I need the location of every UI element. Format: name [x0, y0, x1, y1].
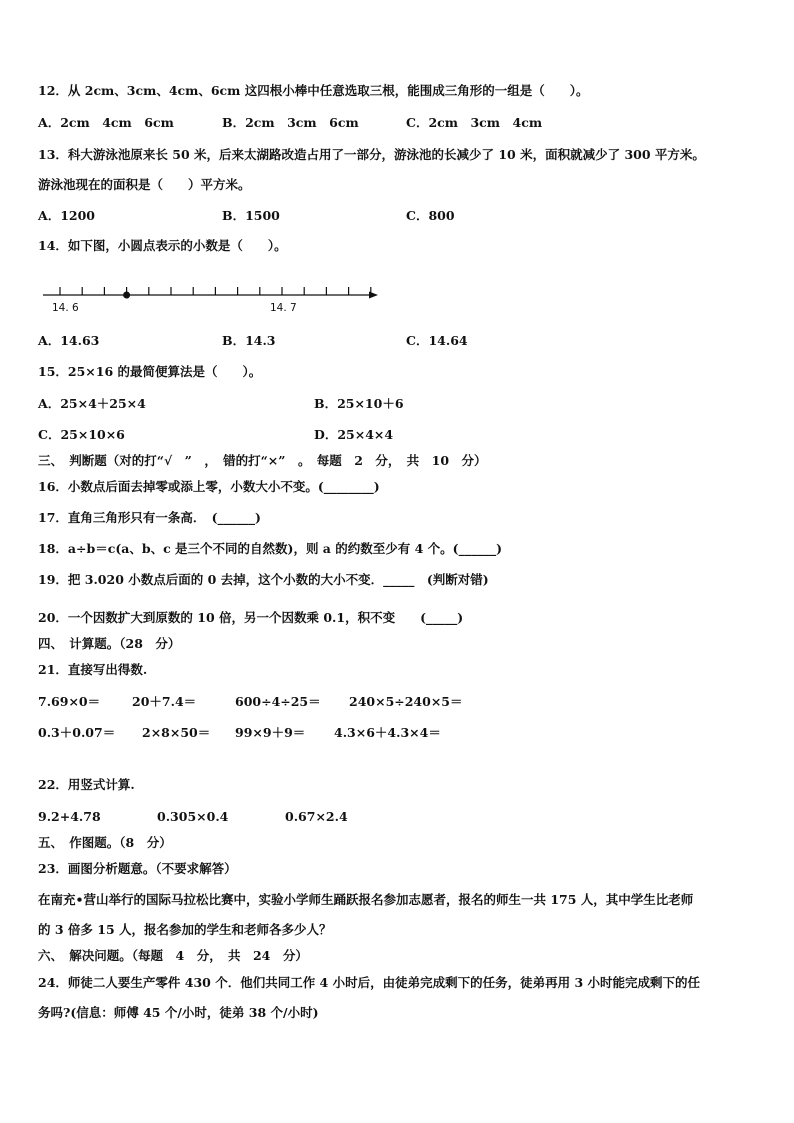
q16: 16．小数点后面去掉零或添上零，小数大小不变。(________): [38, 479, 380, 494]
q14-option-c: C．14.64: [406, 333, 468, 348]
q15-option-d: D．25×4×4: [314, 427, 394, 442]
number-line-start-label: 14. 6: [52, 302, 79, 314]
q13-option-b: B．1500: [222, 208, 280, 223]
q15-stem: 15．25×16 的最简便算法是（ ）。: [38, 364, 262, 379]
q24-line2: 务吗?(信息：师傅 45 个/小时，徒弟 38 个/小时): [38, 1005, 319, 1020]
q23-text-line1: 在南充•营山举行的国际马拉松比赛中，实验小学师生踊跃报名参加志愿者，报名的师生一共 175 人，其中学生比老师: [38, 892, 694, 907]
q15-option-c: C．25×10×6: [38, 427, 125, 442]
number-line-end-label: 14. 7: [270, 302, 297, 314]
calc-item: 4.3×6＋4.3×4＝: [334, 725, 441, 740]
q20: 20．一个因数扩大到原数的 10 倍，另一个因数乘 0.1，积不变 (_____): [38, 610, 464, 625]
calc-item: 20＋7.4＝: [132, 694, 197, 709]
q13-stem-line1: 13．科大游泳池原来长 50 米，后来太湖路改造占用了一部分，游泳池的长减少了 10 米，面积就减少了 300 平方米。: [38, 147, 705, 162]
number-line-dot: [123, 292, 130, 299]
q24-line1: 24．师徒二人要生产零件 430 个．他们共同工作 4 小时后，由徒弟完成剩下的任务，徒弟再用 3 小时能完成剩下的任: [38, 975, 700, 990]
q19: 19．把 3.020 小数点后面的 0 去掉，这个小数的大小不变．_____ (判断对错): [38, 572, 489, 587]
q12-option-c: C．2cm 3cm 4cm: [406, 115, 543, 130]
calc-item: 240×5÷240×5＝: [349, 694, 463, 709]
calc-item: 99×9＋9＝: [235, 725, 306, 740]
q22: 22．用竖式计算.: [38, 777, 135, 792]
q13-stem-line2: 游泳池现在的面积是（ ）平方米。: [38, 177, 251, 192]
q23: 23．画图分析题意。（不要求解答）: [38, 861, 237, 876]
vertical-calc-item: 0.305×0.4: [157, 809, 229, 824]
section4-title: 四、 计算题。（28 分）: [38, 636, 181, 651]
calc-item: 600÷4÷25＝: [235, 694, 321, 709]
vertical-calc-item: 9.2+4.78: [38, 809, 101, 824]
vertical-calc-item: 0.67×2.4: [285, 809, 348, 824]
q23-text-line2: 的 3 倍多 15 人，报名参加的学生和老师各多少人？: [38, 922, 332, 937]
q14-option-b: B．14.3: [222, 333, 276, 348]
q13-option-c: C．800: [406, 208, 455, 223]
section5-title: 五、 作图题。（8 分）: [38, 835, 172, 850]
calc-item: 0.3＋0.07＝: [38, 725, 116, 740]
q21: 21．直接写出得数.: [38, 662, 148, 677]
q14-stem: 14．如下图，小圆点表示的小数是（ ）。: [38, 238, 287, 253]
section3-title: 三、 判断题（对的打“√ ” ， 错的打“×” 。 每题 2 分， 共 10 分）: [38, 453, 487, 468]
calc-item: 2×8×50＝: [142, 725, 211, 740]
q18: 18．a÷b＝c(a、b、c 是三个不同的自然数)，则 a 的约数至少有 4 个。(______): [38, 541, 502, 556]
section6-title: 六、 解决问题。（每题 4 分， 共 24 分）: [38, 948, 308, 963]
q15-option-a: A．25×4＋25×4: [38, 396, 146, 411]
q12-option-a: A．2cm 4cm 6cm: [38, 115, 174, 130]
q12-stem: 12．从 2cm、3cm、4cm、6cm 这四根小棒中任意选取三根，能围成三角形的一组是（ ）。: [38, 83, 589, 98]
calc-item: 7.69×0＝: [38, 694, 101, 709]
q17: 17．直角三角形只有一条高． (______): [38, 510, 261, 525]
q14-option-a: A．14.63: [38, 333, 100, 348]
q15-option-b: B．25×10＋6: [314, 396, 404, 411]
number-line: [38, 282, 388, 316]
q12-option-b: B．2cm 3cm 6cm: [222, 115, 359, 130]
q13-option-a: A．1200: [38, 208, 95, 223]
